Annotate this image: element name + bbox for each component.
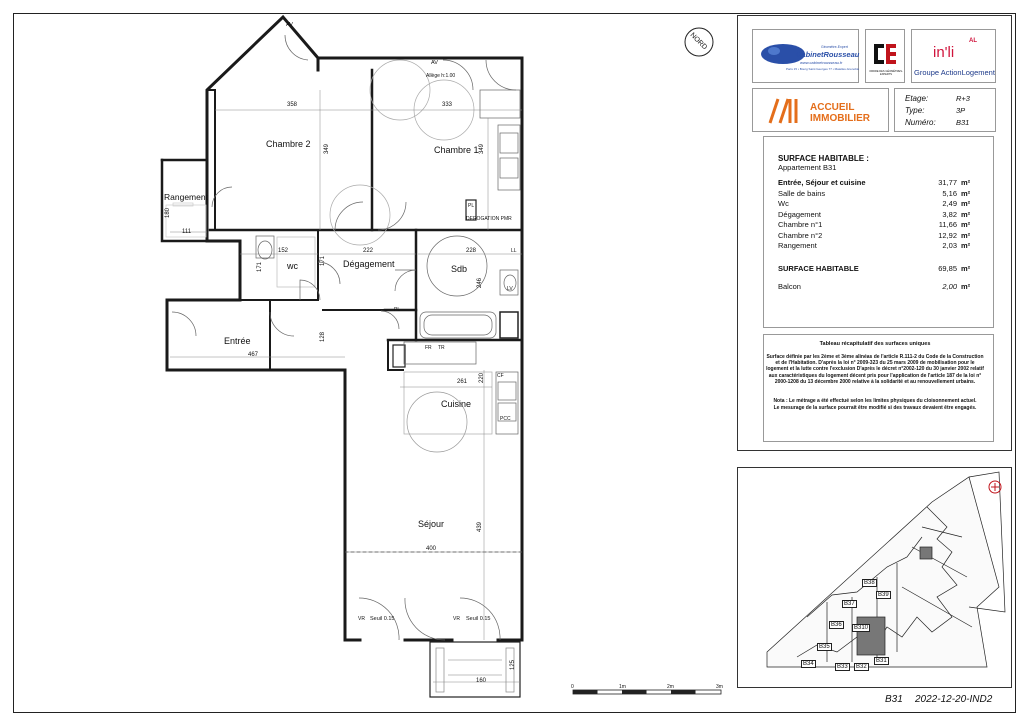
dim-label: 246 [477,277,484,289]
dim-label: 349 [324,143,331,155]
annotation-tr: TR [438,345,445,351]
inli-group: Groupe ActionLogement [914,68,995,77]
annotation-vr: VR [453,616,460,622]
keyplan-unit-b36: B36 [831,622,842,628]
accueil-logo-icon [766,95,806,127]
dim-label: 222 [363,248,374,254]
annotation-cf: CF [497,373,504,379]
surface-row-value: 5,16 [942,189,957,198]
footer-ref: B31 [885,694,903,705]
annotation-seuil: Seuil 0.15 [466,616,491,622]
cabinet-address: Paris 15 • Bourg Saint Georges 77 • Matelles-Grenoble [786,67,860,71]
info-numero-value: B31 [956,118,970,127]
dim-label: 439 [477,521,484,533]
keyplan-unit-b38: B38 [864,580,875,586]
keyplan-unit-b39: B39 [878,592,889,598]
dim-label: 400 [426,546,437,552]
keyplan-unit-b34: B34 [803,661,814,667]
annotation-av-left: AV [286,22,293,28]
notes-box [763,334,994,442]
surface-row-unit: m² [961,178,971,187]
dim-label: 333 [442,102,453,108]
dim-label: 358 [287,102,298,108]
inli-logo: in'li [933,44,955,61]
surface-row-unit: m² [961,189,971,198]
keyplan-map [737,467,1012,688]
surface-row-value: 11,66 [938,220,957,229]
surface-row-value: 3,82 [942,210,957,219]
ge-logo-icon [872,42,898,66]
surface-row-label: Rangement [778,241,817,250]
annotation-seuil: Seuil 0.15 [370,616,395,622]
info-numero-label: Numéro: [905,118,936,127]
ge-caption: ORDRE DES GÉOMÈTRES-EXPERTS [869,70,903,76]
keyplan-unit-b32: B32 [856,664,867,670]
cabinet-name: CabinetRousseau [796,50,860,59]
surface-row-label: Entrée, Séjour et cuisine [778,178,866,187]
room-sdb: Sdb [451,264,468,274]
dim-label: 160 [476,678,487,684]
surface-row-value: 2,49 [942,199,957,208]
accueil-line2: IMMOBILIER [810,113,870,124]
room-rangement: Rangement [164,192,208,202]
keyplan-unit-b37: B37 [844,601,855,607]
surface-row-unit: m² [961,220,971,229]
info-etage-label: Etage: [905,94,929,103]
notes-title: Tableau récapitulatif des surfaces uniques [819,341,931,347]
surface-row-unit: m² [961,241,971,250]
keyplan-unit-b31: B31 [876,658,887,664]
dim-label: 467 [248,352,259,358]
room-wc: wc [287,261,298,271]
dim-label: 171 [257,261,264,273]
balcon-value: 2,00 [942,282,957,291]
notes-nota2: Le mesurage de la surface pourrait être modifié si des travaux devaient être engagés. [773,405,977,411]
keyplan-unit-b310: B310 [854,625,869,631]
dim-label: 349 [479,143,486,155]
info-type-label: Type: [905,106,925,115]
annotation-pcc: PCC [500,416,511,422]
surface-row-label: Chambre n°1 [778,220,823,229]
room-entree: Entrée [224,336,251,346]
surface-total-label: SURFACE HABITABLE [778,264,859,273]
surface-row-label: Chambre n°2 [778,231,823,240]
dim-label: 152 [278,248,289,254]
annotation-av: AV [431,60,438,66]
inli-al-mark: AL [969,38,977,44]
surface-row-label: Dégagement [778,210,821,219]
annotation-pl: PL [394,307,401,313]
surfaces-subtitle: Appartement B31 [778,163,837,172]
dim-label: 228 [466,248,477,254]
dim-label: 171 [320,255,327,267]
annotation-pl: PL [468,203,475,209]
accueil-line1: ACCUEIL [810,102,855,113]
keyplan-unit-b35: B35 [819,644,830,650]
annotation-ll: LL [511,248,517,254]
scale-tick: 0 [571,684,574,690]
balcon-unit: m² [961,282,971,291]
surface-row-unit: m² [961,199,971,208]
notes-body: Surface définie par les 2ème et 3ème alinéas de l'article R.111-2 du Code de la Construction et de l'Habitation. D'après la loi n° 2009-323 du 25 mars 2009 de mobilisation pour le logement et la lutte contre l'exclusion D'après le décret n°2002-120 du 30 janvier 2002 relatif aux caractéristiques du logement décent pris pour l'application de l'article 187 de la loi n° 2000-1208 du 13 décembre 2000 relative à la solidarité et au renouvellement urbains. [766,354,984,385]
info-type-value: 3P [956,106,966,115]
room-chambre1: Chambre 1 [434,145,479,155]
annotation-fr: FR [425,345,432,351]
scale-tick: 1m [619,684,626,690]
scale-tick: 2m [667,684,674,690]
room-chambre2: Chambre 2 [266,139,311,149]
notes-nota1: Nota : Le métrage a été effectué selon les limites physiques du cloisonnement actuel. [773,398,977,404]
cabinet-sub: Géomètre-Expert [821,45,848,49]
annotation-allege: Allège h:1.00 [426,73,456,79]
annotation-derogation: DEROGATION PMR [466,216,512,222]
surface-row-unit: m² [961,231,971,240]
info-etage-value: R+3 [956,94,970,103]
dim-label: 128 [320,331,327,343]
dim-label: 261 [457,379,468,385]
scale-bar [573,690,721,694]
room-cuisine: Cuisine [441,399,472,409]
surface-row-value: 31,77 [938,178,957,187]
scale-tick: 3m [716,684,723,690]
cabinet-web: www.cabinetrousseau.fr [800,60,843,65]
surface-total-value: 69,85 [938,264,957,273]
annotation-lv: LV [507,286,513,292]
surfaces-title: SURFACE HABITABLE : [778,154,869,163]
dim-label: 180 [165,207,172,219]
annotation-vr: VR [358,616,365,622]
surface-row-value: 2,03 [942,241,957,250]
room-sejour: Séjour [418,519,445,529]
surface-row-label: Wc [778,199,789,208]
north-label: NORD [688,31,709,52]
balcon-label: Balcon [778,282,801,291]
surface-row-unit: m² [961,210,971,219]
room-degagement: Dégagement [343,259,395,269]
footer-date: 2022-12-20-IND2 [915,694,993,705]
keyplan-unit-b33: B33 [837,664,848,670]
dim-label: 220 [479,372,486,384]
surface-row-label: Salle de bains [778,189,826,198]
dim-label: 125 [510,659,517,671]
surface-total-unit: m² [961,264,971,273]
dim-label: 111 [182,229,192,235]
surface-row-value: 12,92 [938,231,957,240]
